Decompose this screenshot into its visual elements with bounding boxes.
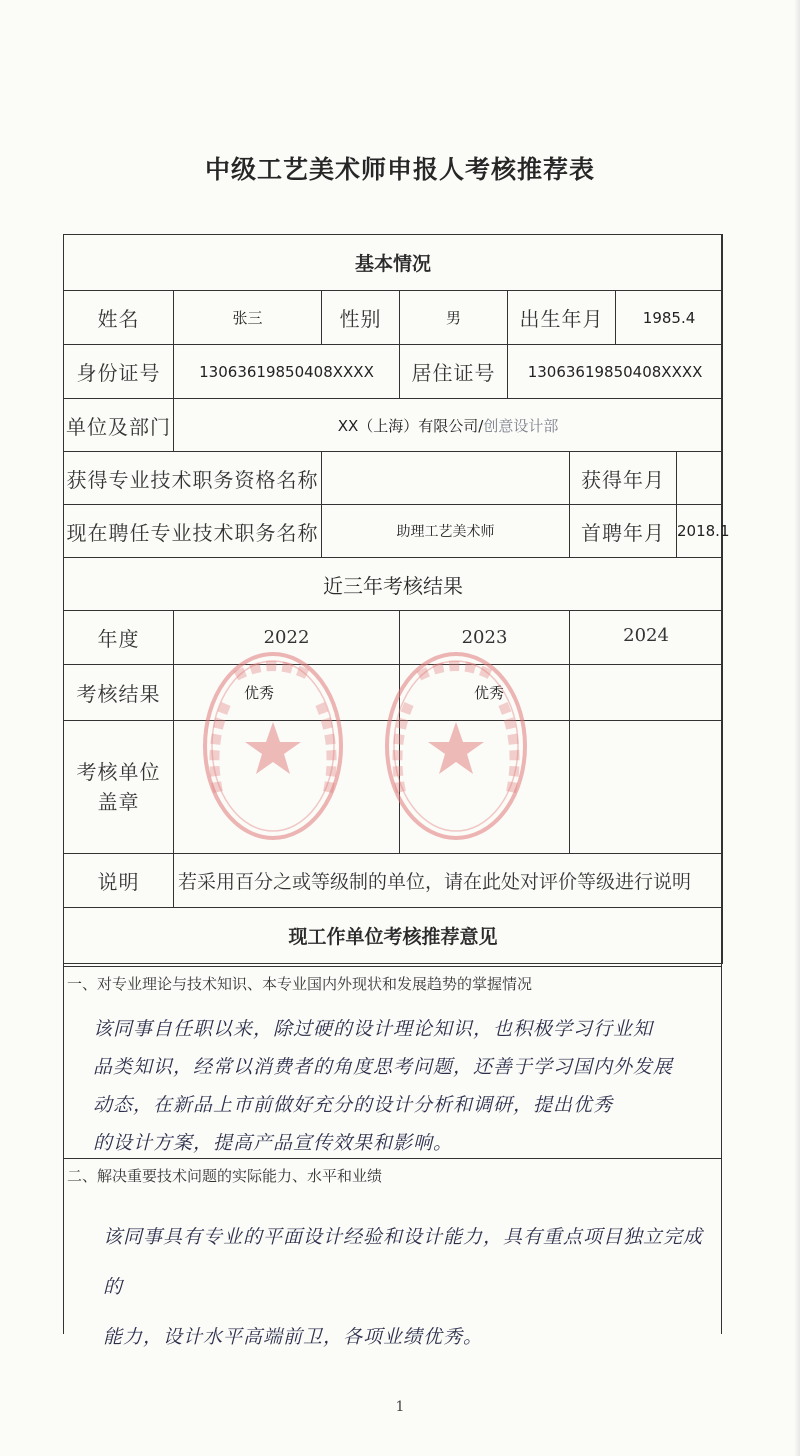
q1-line: 该同事自任职以来，除过硬的设计理论知识，也积极学习行业知	[93, 1018, 654, 1040]
note-value: 若采用百分之或等级制的单位，请在此处对评价等级进行说明	[174, 854, 723, 908]
form-table	[63, 234, 730, 964]
year-2024: 2024	[570, 611, 723, 665]
name-row	[64, 291, 723, 345]
recommend-section-title: 现工作单位考核推荐意见	[64, 908, 723, 964]
q2-answer	[63, 1212, 722, 1362]
dept-value: 创意设计部	[483, 416, 559, 435]
result-2023: 优秀	[400, 665, 570, 721]
year-row	[64, 611, 723, 665]
note-row	[64, 854, 723, 908]
recommend-section-row	[64, 908, 723, 964]
year-label: 年度	[64, 611, 174, 665]
qual-row	[64, 452, 723, 505]
stamp-cell-2024	[570, 721, 723, 854]
year-2022: 2022	[174, 611, 400, 665]
qual-label: 获得专业技术职务资格名称	[64, 452, 322, 505]
result-2022: 优秀	[174, 665, 400, 721]
birth-value: 1985.4	[616, 291, 723, 345]
name-value: 张三	[174, 291, 322, 345]
residence-label: 居住证号	[400, 345, 508, 399]
q1-line: 动态，在新品上市前做好充分的设计分析和调研，提出优秀	[93, 1094, 614, 1116]
q1-line: 品类知识，经常以消费者的角度思考问题，还善于学习国内外发展	[93, 1056, 674, 1078]
hire-label: 首聘年月	[570, 505, 677, 558]
stamp-cell-2022	[174, 721, 400, 854]
qual-year-label: 获得年月	[570, 452, 677, 505]
result-label: 考核结果	[64, 665, 174, 721]
id-label: 身份证号	[64, 345, 174, 399]
name-label: 姓名	[64, 291, 174, 345]
qual-value	[322, 452, 570, 505]
stamp-label	[64, 721, 174, 854]
result-row	[64, 665, 723, 721]
assessment-section-title: 近三年考核结果	[64, 558, 723, 611]
hire-value: 2018.1	[677, 505, 723, 558]
current-value: 助理工艺美术师	[322, 505, 570, 558]
page-number: 1	[395, 1399, 405, 1415]
qual-year-value	[677, 452, 723, 505]
unit-value: XX（上海）有限公司/	[337, 416, 484, 435]
current-label: 现在聘任专业技术职务名称	[64, 505, 322, 558]
form-title: 中级工艺美术师申报人考核推荐表	[204, 155, 595, 184]
q1-answer	[63, 1010, 722, 1162]
q2-line: 该同事具有专业的平面设计经验和设计能力，具有重点项目独立完成的	[103, 1226, 704, 1298]
q2-block	[63, 1158, 722, 1348]
gender-label: 性别	[322, 291, 400, 345]
stamp-cell-2023	[400, 721, 570, 854]
year-2023: 2023	[400, 611, 570, 665]
current-row	[64, 505, 723, 558]
basic-section-row	[64, 235, 723, 291]
result-2024	[570, 665, 723, 721]
birth-label: 出生年月	[508, 291, 616, 345]
residence-value: 13063619850408XXXX	[508, 345, 723, 399]
scan-edge-shadow	[794, 0, 800, 1456]
stamp-label-line2: 盖章	[97, 790, 140, 814]
q1-heading: 一、对专业理论与技术知识、本专业国内外现状和发展趋势的掌握情况	[67, 975, 533, 993]
id-row	[64, 345, 723, 399]
unit-row	[64, 399, 723, 452]
assessment-section-row	[64, 558, 723, 611]
gender-value: 男	[400, 291, 508, 345]
unit-value-cell	[174, 399, 723, 452]
q2-line: 能力，设计水平高端前卫，各项业绩优秀。	[103, 1326, 484, 1348]
q1-block	[63, 966, 722, 1160]
basic-section-title: 基本情况	[64, 235, 723, 291]
stamp-row	[64, 721, 723, 854]
stamp-label-line1: 考核单位	[76, 760, 161, 784]
q2-heading: 二、解决重要技术问题的实际能力、水平和业绩	[67, 1167, 383, 1185]
unit-label: 单位及部门	[64, 399, 174, 452]
q1-line: 的设计方案，提高产品宣传效果和影响。	[93, 1132, 454, 1154]
note-label: 说明	[64, 854, 174, 908]
id-value: 13063619850408XXXX	[174, 345, 400, 399]
